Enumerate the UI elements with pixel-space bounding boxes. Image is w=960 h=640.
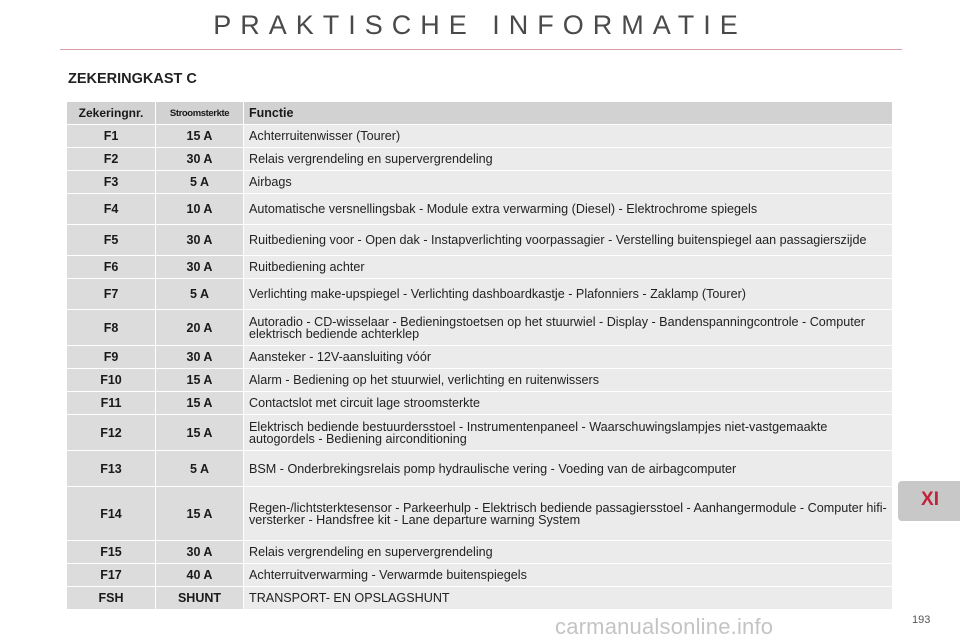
amperage-cell: 15 A xyxy=(156,415,244,451)
table-row xyxy=(67,310,893,346)
table-row xyxy=(67,148,893,171)
fuse-number-cell: F6 xyxy=(67,256,156,279)
amperage-cell: 20 A xyxy=(156,310,244,346)
function-cell: Relais vergrendeling en supervergrendeling xyxy=(244,541,893,564)
title-divider xyxy=(60,49,902,50)
function-cell: Verlichting make-upspiegel - Verlichting dashboardkastje - Plafonniers - Zaklamp (Tourer) xyxy=(244,279,893,310)
amperage-cell: 5 A xyxy=(156,279,244,310)
fuse-number-cell: F2 xyxy=(67,148,156,171)
amperage-cell: SHUNT xyxy=(156,587,244,610)
table-row xyxy=(67,587,893,610)
function-cell: Automatische versnellingsbak - Module extra verwarming (Diesel) - Elektrochrome spiegels xyxy=(244,194,893,225)
function-cell: Ruitbediening voor - Open dak - Instapverlichting voorpassagier - Verstelling buitenspiegel aan passagierszijde xyxy=(244,225,893,256)
function-cell: Achterruitverwarming - Verwarmde buitenspiegels xyxy=(244,564,893,587)
table-header-row xyxy=(67,102,893,125)
table-row xyxy=(67,194,893,225)
table-row xyxy=(67,369,893,392)
fuse-number-cell: F3 xyxy=(67,171,156,194)
fuse-number-cell: F1 xyxy=(67,125,156,148)
header-fuse-number: Zekeringnr. xyxy=(67,102,156,125)
table-row xyxy=(67,564,893,587)
section-heading: ZEKERINGKAST C xyxy=(68,71,197,87)
function-cell: Autoradio - CD-wisselaar - Bedieningstoetsen op het stuurwiel - Display - Bandenspanningcontrole - Computer elektrisch bediende achterklep xyxy=(244,310,893,346)
fuse-number-cell: F4 xyxy=(67,194,156,225)
table-row xyxy=(67,346,893,369)
function-cell: Achterruitenwisser (Tourer) xyxy=(244,125,893,148)
amperage-cell: 15 A xyxy=(156,392,244,415)
amperage-cell: 5 A xyxy=(156,171,244,194)
fuse-number-cell: F13 xyxy=(67,451,156,487)
table-row xyxy=(67,541,893,564)
table-row xyxy=(67,392,893,415)
amperage-cell: 30 A xyxy=(156,225,244,256)
fuse-number-cell: F7 xyxy=(67,279,156,310)
amperage-cell: 30 A xyxy=(156,148,244,171)
function-cell: Regen-/lichtsterktesensor - Parkeerhulp - Elektrisch bediende passagiersstoel - Aanhangermodule - Computer hifi-versterker - Handsfree kit - Lane departure warning System xyxy=(244,487,893,541)
function-cell: Aansteker - 12V-aansluiting vóór xyxy=(244,346,893,369)
fuse-number-cell: F9 xyxy=(67,346,156,369)
fuse-number-cell: F10 xyxy=(67,369,156,392)
watermark: carmanualsonline.info xyxy=(555,614,774,639)
table-row xyxy=(67,225,893,256)
amperage-cell: 15 A xyxy=(156,487,244,541)
fuse-number-cell: FSH xyxy=(67,587,156,610)
header-function: Functie xyxy=(244,102,893,125)
amperage-cell: 15 A xyxy=(156,125,244,148)
page-title: PRAKTISCHE INFORMATIE xyxy=(213,10,747,40)
table-row xyxy=(67,279,893,310)
function-cell: Ruitbediening achter xyxy=(244,256,893,279)
function-cell: TRANSPORT- EN OPSLAGSHUNT xyxy=(244,587,893,610)
function-cell: Relais vergrendeling en supervergrendeling xyxy=(244,148,893,171)
amperage-cell: 30 A xyxy=(156,346,244,369)
fuse-number-cell: F5 xyxy=(67,225,156,256)
function-cell: Contactslot met circuit lage stroomsterkte xyxy=(244,392,893,415)
table-row xyxy=(67,256,893,279)
header-amperage: Stroomsterkte xyxy=(156,102,244,125)
chapter-tab xyxy=(898,481,960,521)
table-row xyxy=(67,415,893,451)
fuse-number-cell: F12 xyxy=(67,415,156,451)
fuse-number-cell: F15 xyxy=(67,541,156,564)
amperage-cell: 30 A xyxy=(156,256,244,279)
function-cell: Airbags xyxy=(244,171,893,194)
amperage-cell: 30 A xyxy=(156,541,244,564)
function-cell: Alarm - Bediening op het stuurwiel, verlichting en ruitenwissers xyxy=(244,369,893,392)
function-cell: Elektrisch bediende bestuurdersstoel - Instrumentenpaneel - Waarschuwingslampjes niet-vastgemaakte autogordels - Bediening airconditioning xyxy=(244,415,893,451)
amperage-cell: 10 A xyxy=(156,194,244,225)
page-number: 193 xyxy=(912,614,931,626)
table-row xyxy=(67,451,893,487)
fuse-number-cell: F17 xyxy=(67,564,156,587)
amperage-cell: 40 A xyxy=(156,564,244,587)
fuse-number-cell: F14 xyxy=(67,487,156,541)
fuse-number-cell: F11 xyxy=(67,392,156,415)
table-row xyxy=(67,125,893,148)
fuse-table xyxy=(66,101,893,610)
amperage-cell: 15 A xyxy=(156,369,244,392)
amperage-cell: 5 A xyxy=(156,451,244,487)
function-cell: BSM - Onderbrekingsrelais pomp hydraulische vering - Voeding van de airbagcomputer xyxy=(244,451,893,487)
chapter-label: XI xyxy=(921,489,939,510)
table-row xyxy=(67,487,893,541)
fuse-number-cell: F8 xyxy=(67,310,156,346)
table-row xyxy=(67,171,893,194)
